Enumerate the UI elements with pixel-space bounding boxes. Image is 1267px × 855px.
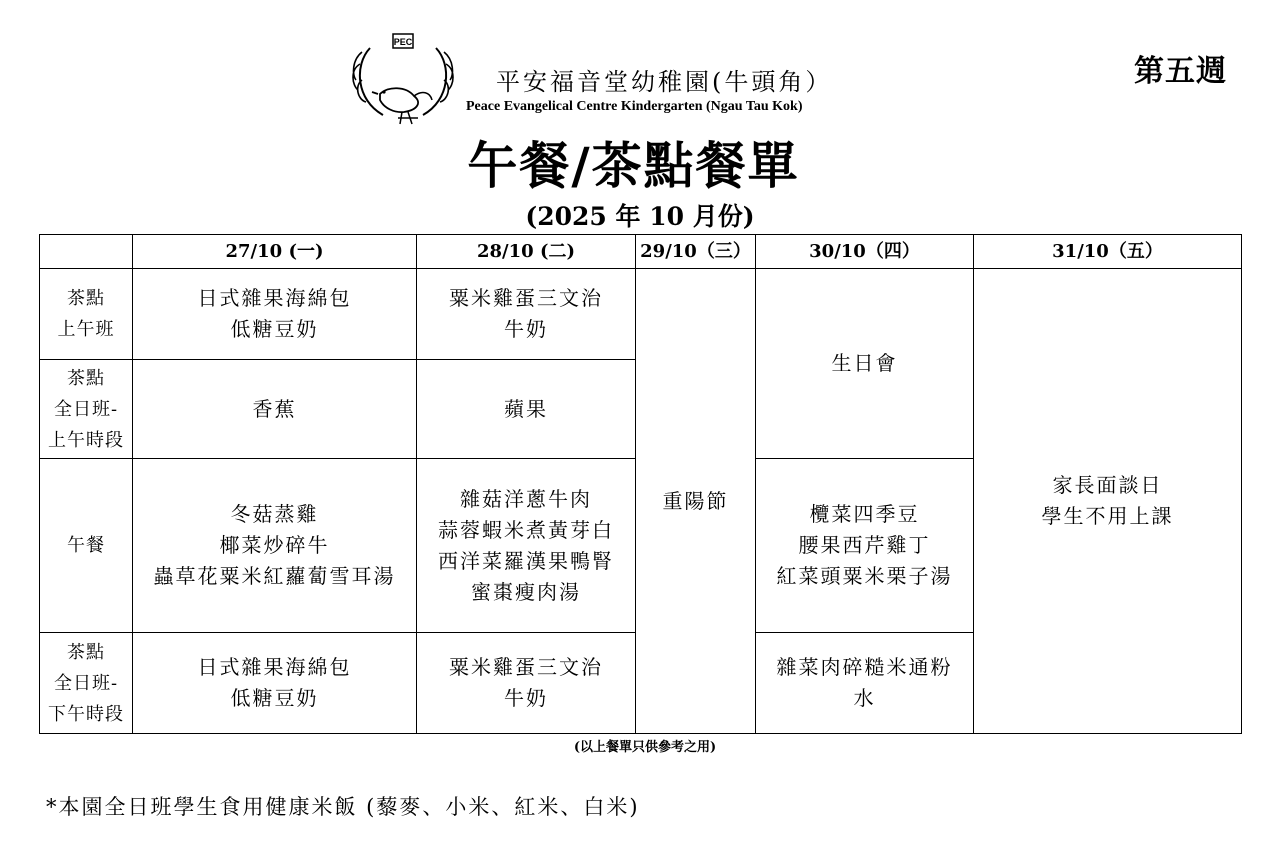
table-row-am-snack bbox=[40, 269, 1242, 360]
row-label-am-snack: 茶點 上午班 bbox=[40, 269, 133, 360]
tue-lunch-cell: 雜菇洋蔥牛肉 蒜蓉蝦米煮黃芽白 西洋菜羅漢果鴨腎 蜜棗瘦肉湯 bbox=[417, 459, 636, 633]
header-corner-cell bbox=[40, 235, 133, 269]
mon-full-pm-snack-cell: 日式雜果海綿包 低糖豆奶 bbox=[133, 633, 417, 734]
thu-morning-cell: 生日會 bbox=[756, 269, 974, 459]
page-title: 午餐/茶點餐單 bbox=[467, 136, 800, 195]
day-header-mon: 27/10 (一) bbox=[133, 235, 417, 269]
day-header-wed: 29/10（三） bbox=[636, 235, 756, 269]
tue-full-pm-snack-cell: 粟米雞蛋三文治 牛奶 bbox=[417, 633, 636, 734]
thu-lunch-cell: 欖菜四季豆 腰果西芹雞丁 紅菜頭粟米栗子湯 bbox=[756, 459, 974, 633]
table-header-row bbox=[40, 235, 1242, 269]
day-header-fri: 31/10（五） bbox=[974, 235, 1242, 269]
kindergarten-logo bbox=[348, 30, 458, 130]
row-label-lunch: 午餐 bbox=[40, 459, 133, 633]
row-label-full-am-snack: 茶點 全日班- 上午時段 bbox=[40, 360, 133, 459]
mon-lunch-cell: 冬菇蒸雞 椰菜炒碎牛 蟲草花粟米紅蘿蔔雪耳湯 bbox=[133, 459, 417, 633]
mon-full-am-snack-cell: 香蕉 bbox=[133, 360, 417, 459]
week-label: 第五週 bbox=[1134, 54, 1227, 89]
day-header-thu: 30/10（四） bbox=[756, 235, 974, 269]
reference-note: (以上餐單只供參考之用) bbox=[573, 740, 717, 755]
fri-notice-cell: 家長面談日 學生不用上課 bbox=[974, 269, 1242, 734]
month-subtitle: (2025 年 10 月份) bbox=[525, 202, 755, 231]
school-name-chinese: 平安福音堂幼稚園(牛頭角） bbox=[496, 68, 833, 96]
tue-full-am-snack-cell: 蘋果 bbox=[417, 360, 636, 459]
menu-table bbox=[39, 234, 1242, 734]
wed-holiday-cell: 重陽節 bbox=[636, 269, 756, 734]
school-name-english: Peace Evangelical Centre Kindergarten (Ngau Tau Kok) bbox=[466, 99, 803, 114]
day-header-tue: 28/10 (二) bbox=[417, 235, 636, 269]
thu-full-pm-snack-cell: 雜菜肉碎糙米通粉 水 bbox=[756, 633, 974, 734]
mon-am-snack-cell: 日式雜果海綿包 低糖豆奶 bbox=[133, 269, 417, 360]
tue-am-snack-cell: 粟米雞蛋三文治 牛奶 bbox=[417, 269, 636, 360]
rice-footnote: *本園全日班學生食用健康米飯 (藜麥、小米、紅米、白米) bbox=[46, 795, 640, 819]
row-label-full-pm-snack: 茶點 全日班- 下午時段 bbox=[40, 633, 133, 734]
logo-letters: PEC bbox=[393, 37, 413, 47]
